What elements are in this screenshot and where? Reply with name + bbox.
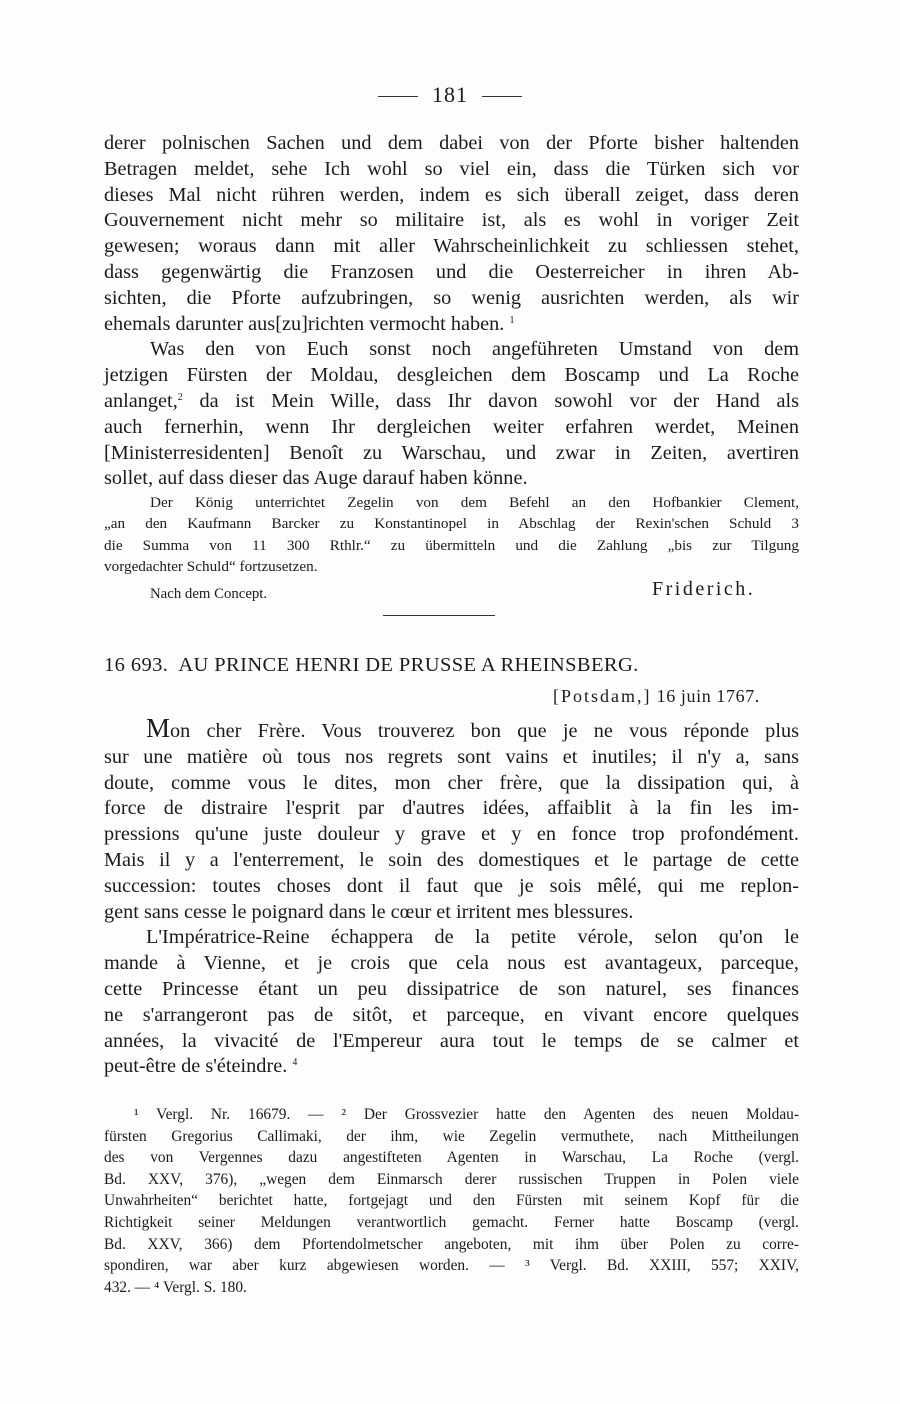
- text-line: doute, comme vous le dites, mon cher frère, que la dissipation qui, à: [104, 771, 799, 794]
- text-line: mande à Vienne, et je crois que cela nous est avantageux, parceque,: [104, 952, 799, 975]
- text-line: ne s'arrangeront pas de sitôt, et parceque, en vivant encore quelques: [104, 1003, 799, 1026]
- text-line: pressions qu'une juste douleur y grave et y en fonce trop profondément.: [104, 823, 799, 846]
- text-line: Mais il y a l'enterrement, le soin des domestiques et le partage de cette: [104, 848, 799, 871]
- footnote-line: Bd. XXV, 366) dem Pfortendolmetscher angeboten, mit ihm über Polen zu corre-: [104, 1235, 799, 1253]
- text-line-content: on cher Frère. Vous trouverez bon que je ne vous réponde plus: [170, 720, 799, 742]
- letter-continuation: [104, 131, 799, 577]
- footnotes: [104, 1104, 799, 1298]
- text-line: [104, 713, 799, 745]
- text-line-content: peut-être de s'éteindre.: [104, 1055, 288, 1078]
- footnote-line: des von Vergennes dazu angestifteten Agenten in Warschau, La Roche (vergl.: [104, 1149, 799, 1167]
- text-line: gewesen; woraus dann mit aller Wahrscheinlichkeit zu schliessen stehet,: [104, 235, 799, 258]
- footnote-line: fürsten Gregorius Callimaki, der ihm, wie Zegelin vermuthete, nach Mittheilungen: [104, 1127, 799, 1145]
- text-line: Gouvernement nicht mehr so militaire ist, als es wohl in voriger Zeit: [104, 209, 799, 232]
- footnote-marker: 2: [177, 391, 183, 403]
- letter-number: 16 693.: [104, 654, 169, 676]
- text-line: [104, 312, 799, 338]
- text-line: Was den von Euch sonst noch angeführeten Umstand von dem: [150, 338, 799, 361]
- footnote-line: Unwahrheiten“ berichtet hatte, fortgejagt und den Fürsten mit seinem Kopf für die: [104, 1192, 799, 1210]
- text-line: [104, 389, 799, 415]
- text-line: dass gegenwärtig die Franzosen und die Oesterreicher in ihren Ab-: [104, 260, 799, 283]
- footnote-marker: 4: [292, 1057, 298, 1069]
- text-line-content: ehemals darunter aus[zu]richten vermocht haben.: [104, 312, 505, 335]
- text-line: [Ministerresidenten] Benoît zu Warschau, und zwar in Zeiten, avertiren: [104, 441, 799, 464]
- footnote-line: Richtigkeit seiner Meldungen verantwortlich gemacht. Ferner hatte Boscamp (vergl.: [104, 1213, 799, 1231]
- text-line: cette Princesse étant un peu dissipatrice de son naturel, ses finances: [104, 977, 799, 1000]
- editorial-summary: [104, 492, 799, 577]
- summary-line: die Summa von 11 300 Rthlr.“ zu übermitteln und die Zahlung „bis zur Tilgung: [104, 536, 799, 554]
- header-dash-left: [378, 96, 418, 97]
- header-dash-right: [482, 96, 522, 97]
- text-line: Betragen meldet, sehe Ich wohl so viel ein, dass die Türken sich vor: [104, 157, 799, 180]
- text-line: années, la vivacité de l'Empereur aura tout le temps de se calmer et: [104, 1029, 799, 1052]
- text-line: sichten, die Pforte aufzubringen, so wenig ausrichten werden, als wir: [104, 286, 799, 309]
- text-line: gent sans cesse le poignard dans le cœur et irritent mes blessures.: [104, 900, 634, 923]
- letter-title: AU PRINCE HENRI DE PRUSSE A RHEINSBERG.: [178, 654, 639, 676]
- letter-heading: [104, 654, 799, 677]
- dateline: [553, 686, 760, 707]
- text-line: succession: toutes choses dont il faut que je sois mêlé, qui me replon-: [104, 874, 799, 897]
- summary-line: Der König unterrichtet Zegelin von dem Befehl an den Hofbankier Clement,: [150, 494, 799, 512]
- text-line: jetzigen Fürsten der Moldau, desgleichen dem Boscamp und La Roche: [104, 364, 799, 387]
- text-line: [104, 1054, 799, 1080]
- text-line: force de distraire l'esprit par d'autres idées, affaiblit à la fin les im-: [104, 797, 799, 820]
- text-line: sollet, auf dass dieser das Auge darauf haben könne.: [104, 467, 528, 490]
- footnote-line: 432. — ⁴ Vergl. S. 180.: [104, 1278, 247, 1296]
- footnote-line: spondiren, war aber kurz abgewiesen worden. — ³ Vergl. Bd. XXIII, 557; XXIV,: [104, 1257, 799, 1275]
- summary-line: „an den Kaufmann Barcker zu Konstantinopel in Abschlag der Rexin'schen Schuld 3: [104, 515, 799, 533]
- section-divider: [383, 615, 495, 616]
- dateline-place: [Potsdam,]: [553, 686, 652, 706]
- text-line: L'Impératrice-Reine échappera de la petite vérole, selon qu'on le: [146, 926, 799, 949]
- page-number: 181: [432, 82, 468, 107]
- footnote-marker: 1: [509, 314, 515, 326]
- text-line: auch fernerhin, wenn Ihr dergleichen weiter erfahren werdet, Meinen: [104, 415, 799, 438]
- letter-body: [104, 713, 799, 1080]
- text-line-content: da ist Mein Wille, dass Ihr davon sowohl vor der Hand als: [199, 389, 799, 412]
- dateline-date: 16 juin 1767.: [656, 686, 760, 706]
- text-line: derer polnischen Sachen und dem dabei von der Pforte bisher haltenden: [104, 132, 799, 154]
- summary-line: vorgedachter Schuld“ fortzusetzen.: [104, 557, 318, 575]
- text-line: dieses Mal nicht rühren werden, indem es sich überall zeiget, dass deren: [104, 183, 799, 206]
- source-note: Nach dem Concept.: [150, 586, 268, 602]
- footnote-line: Bd. XXV, 376), „wegen dem Einmarsch derer russischen Truppen in Polen viele: [104, 1170, 799, 1188]
- footnote-line: ¹ Vergl. Nr. 16679. — ² Der Grossvezier hatte den Agenten des neuen Moldau-: [134, 1106, 799, 1123]
- page-header: [0, 82, 900, 108]
- initial-letter: M: [146, 713, 171, 743]
- signature: Friderich.: [652, 578, 756, 600]
- text-line: sur une matière où tous nos regrets sont vains et inutiles; il n'y a, sans: [104, 745, 799, 768]
- text-line-content: anlanget,: [104, 389, 178, 412]
